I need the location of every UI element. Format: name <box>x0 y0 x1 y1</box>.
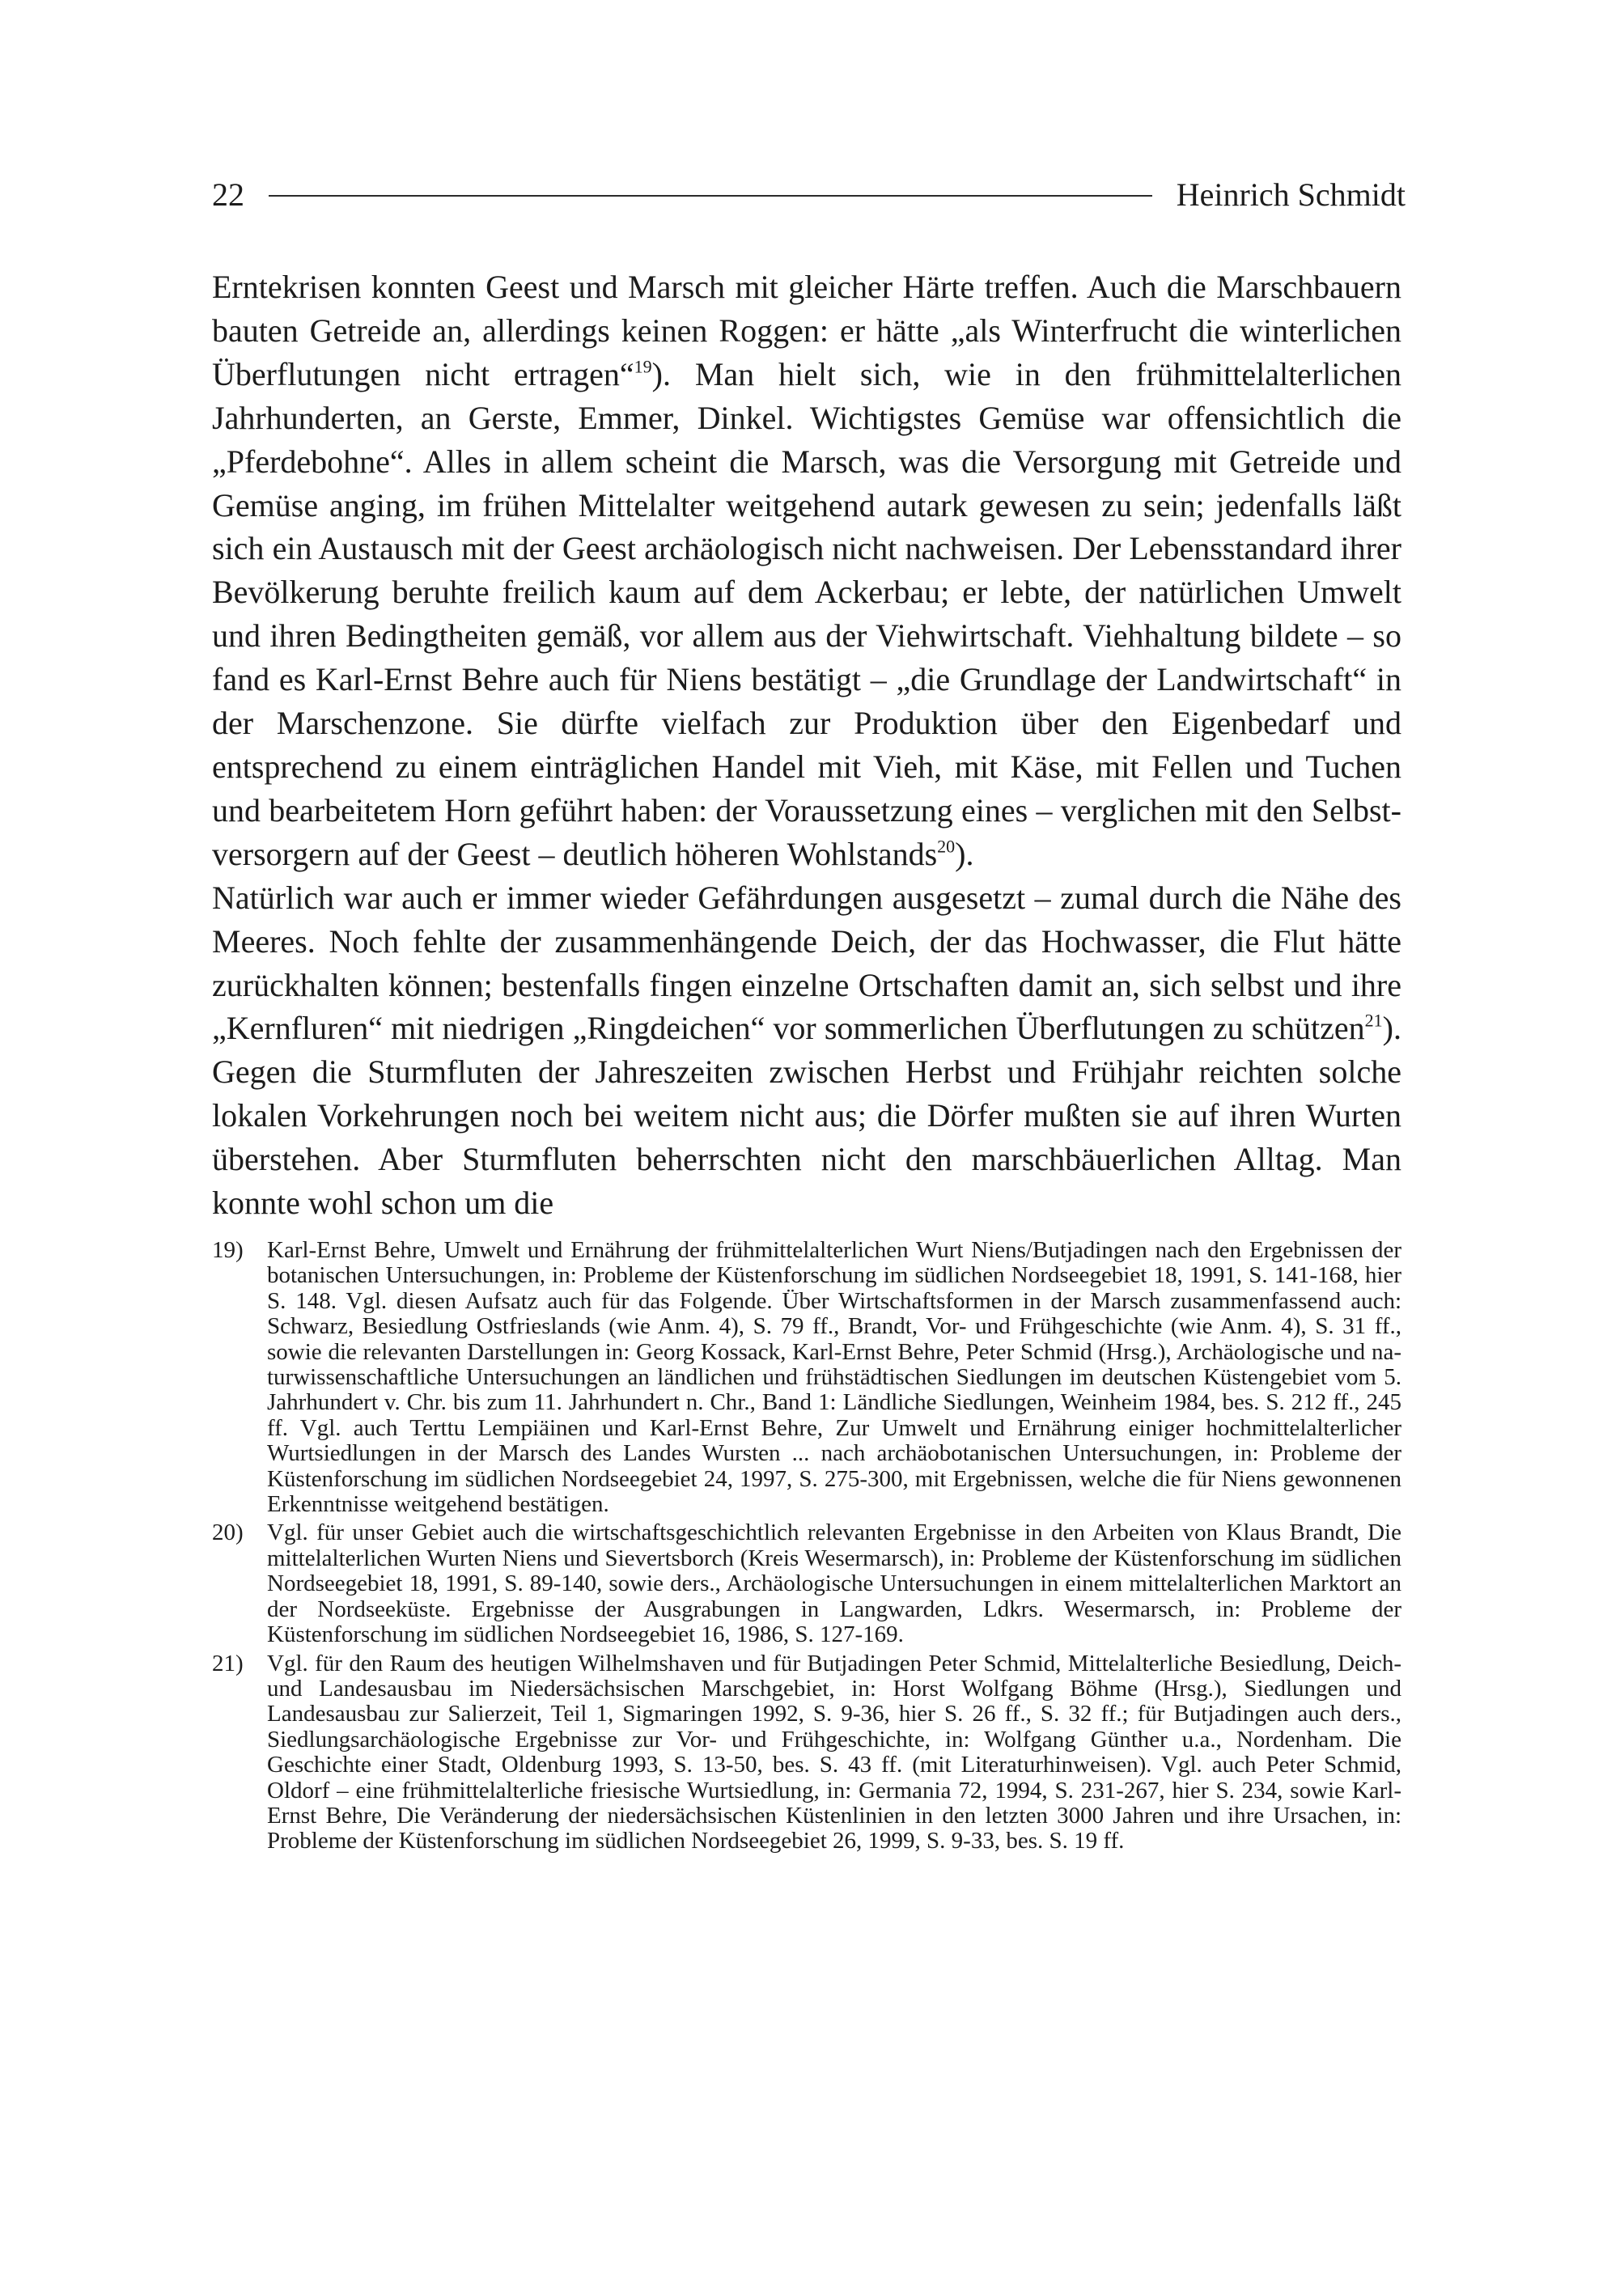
footnote-number: 20) <box>212 1519 244 1546</box>
paragraph-2-part-b: ). Gegen die Sturmfluten der Jahreszeiten zwischen Herbst und Frühjahr reichten solche lokalen Vorkehrungen noch bei weitem nicht aus; die Dörfer mußten sie auf ihren Wurten überstehen. Aber Sturmfluten beherrschten nicht den marschbäuerlichen Alltag. Man konnte wohl schon um die <box>212 1010 1401 1222</box>
footnote-ref-21: 21 <box>1364 1011 1383 1032</box>
running-head <box>212 172 1406 217</box>
main-text <box>212 265 1401 1225</box>
footnote-21 <box>212 1651 1401 1854</box>
paragraph-2-part-a: Natürlich war auch er immer wieder Gefährdungen ausgesetzt – zumal durch die Nähe des Meeres. Noch fehlte der zusammenhängende Deich, der das Hochwasser, die Flut hätte zurückhalten können; bestenfalls fingen einzelne Ortschaften damit an, sich selbst und ihre „Kernfluren“ mit niedrigen „Ringdeichen“ vor sommerlichen Überflutungen zu schützen <box>212 879 1401 1047</box>
paragraph-1 <box>212 265 1401 876</box>
page-number: 22 <box>212 176 244 213</box>
footnote-text: Vgl. für den Raum des heutigen Wilhelmshaven und für Butjadingen Peter Schmid, Mittelalterliche Besiedlung, Deich- und Landesausbau im Niedersächsischen Marschgebiet, in: Horst Wolfgang Böhme (Hrsg.), Siedlungen und Landesausbau zur Salierzeit, Teil 1, Sigmaringen 1992, S. 9-36, hier S. 26 ff., S. 32 ff.; für Butjadingen auch ders., Siedlungsarchäologische Ergebnisse zur Vor- und Frühgeschichte, in: Wolfgang Günther u.a., Nordenham. Die Geschichte einer Stadt, Oldenburg 1993, S. 13-50, bes. S. 43 ff. (mit Literaturhinweisen). Vgl. auch Peter Schmid, Oldorf – eine frühmittelalterliche friesische Wurtsiedlung, in: Germania 72, 1994, S. 231-267, hier S. 234, sowie Karl-Ernst Behre, Die Veränderung der niedersächsischen Küstenlinien in den letzten 3000 Jahren und ihre Ursachen, in: Probleme der Küstenforschung im südlichen Nordseegebiet 26, 1999, S. 9-33, bes. S. 19 ff. <box>267 1650 1401 1854</box>
footnote-text: Vgl. für unser Gebiet auch die wirtschaftsgeschichtlich relevanten Ergebnisse in den Arbeiten von Klaus Brandt, Die mittelalterlichen Wurten Niens und Sievertsborch (Kreis Wesermarsch), in: Probleme der Küstenforschung im südlichen Nordseegebiet 18, 1991, S. 89-140, sowie ders., Archäologische Untersuchungen in einem mittelalterlichen Marktort an der Nordseeküste. Ergebnisse der Ausgrabungen in Langwarden, Ldkrs. Wesermarsch, in: Probleme der Küstenforschung im südlichen Nordseegebiet 16, 1986, S. 127-169. <box>267 1519 1401 1648</box>
paragraph-1-part-c: ). <box>955 835 974 872</box>
footnote-20 <box>212 1520 1401 1647</box>
footnotes <box>212 1238 1401 1858</box>
footnote-ref-20: 20 <box>937 836 956 857</box>
footnote-text: Karl-Ernst Behre, Umwelt und Ernährung der frühmittelalterlichen Wurt Niens/Butjadingen nach den Ergebnissen der botanischen Untersuchungen, in: Probleme der Küstenforschung im südlichen Nordseegebiet 18, 1991, S. 141-168, hier S. 148. Vgl. diesen Aufsatz auch für das Folgende. Über Wirtschaftsformen in der Marsch zusammenfassend auch: Schwarz, Besiedlung Ostfrieslands (wie Anm. 4), S. 79 ff., Brandt, Vor- und Frühgeschichte (wie Anm. 4), S. 31 ff., sowie die relevanten Darstellungen in: Georg Kossack, Karl-Ernst Behre, Peter Schmid (Hrsg.), Archäologische und naturwissenschaftliche Untersuchungen an ländlichen und frühstädtischen Siedlungen im deutschen Küstengebiet vom 5. Jahrhundert v. Chr. bis zum 11. Jahrhundert n. Chr., Band 1: Ländliche Siedlungen, Weinheim 1984, bes. S. 212 ff., 245 ff. Vgl. auch Terttu Lempiäinen und Karl-Ernst Behre, Zur Umwelt und Ernährung einiger hochmittelalterlicher Wurtsiedlungen in der Marsch des Landes Wursten ... nach archäobotanischen Untersuchungen, in: Probleme der Küstenforschung im südlichen Nordseegebiet 24, 1997, S. 275-300, mit Ergebnissen, welche die für Niens gewonnenen Erkenntnisse weitgehend bestätigen. <box>267 1237 1401 1518</box>
paragraph-2 <box>212 876 1401 1225</box>
header-rule <box>269 195 1152 197</box>
running-head-author: Heinrich Schmidt <box>1176 176 1406 213</box>
footnote-number: 21) <box>212 1650 244 1676</box>
footnote-ref-19: 19 <box>634 356 652 377</box>
paragraph-1-part-b: ). Man hielt sich, wie in den frühmittelalterlichen Jahrhunderten, an Gerste, Emmer, Dinkel. Wichtigstes Gemüse war offensichtlich die „Pferdebohne“. Alles in allem scheint die Marsch, was die Versorgung mit Getreide und Gemüse anging, im frühen Mittelalter weitgehend autark gewesen zu sein; jedenfalls läßt sich ein Austausch mit der Geest archäologisch nicht nachweisen. Der Lebensstandard ihrer Bevölkerung beruhte freilich kaum auf dem Ackerbau; er lebte, der natürlichen Umwelt und ihren Bedingtheiten gemäß, vor allem aus der Viehwirtschaft. Viehhaltung bildete – so fand es Karl-Ernst Behre auch für Niens bestätigt – „die Grundlage der Landwirtschaft“ in der Marschenzone. Sie dürfte vielfach zur Produktion über den Eigenbedarf und entsprechend zu einem einträglichen Handel mit Vieh, mit Käse, mit Fellen und Tuchen und bearbeitetem Horn geführt haben: der Voraussetzung eines – verglichen mit den Selbstversorgern auf der Geest – deutlich höheren Wohlstands <box>212 355 1401 872</box>
footnote-number: 19) <box>212 1237 244 1263</box>
paragraph-1-part-a: Erntekrisen konnten Geest und Marsch mit gleicher Härte treffen. Auch die Marschbauern bauten Getreide an, allerdings keinen Roggen: er hätte „als Winterfrucht die winterlichen Überflutungen nicht ertragen“ <box>212 269 1401 392</box>
footnote-19 <box>212 1238 1401 1517</box>
